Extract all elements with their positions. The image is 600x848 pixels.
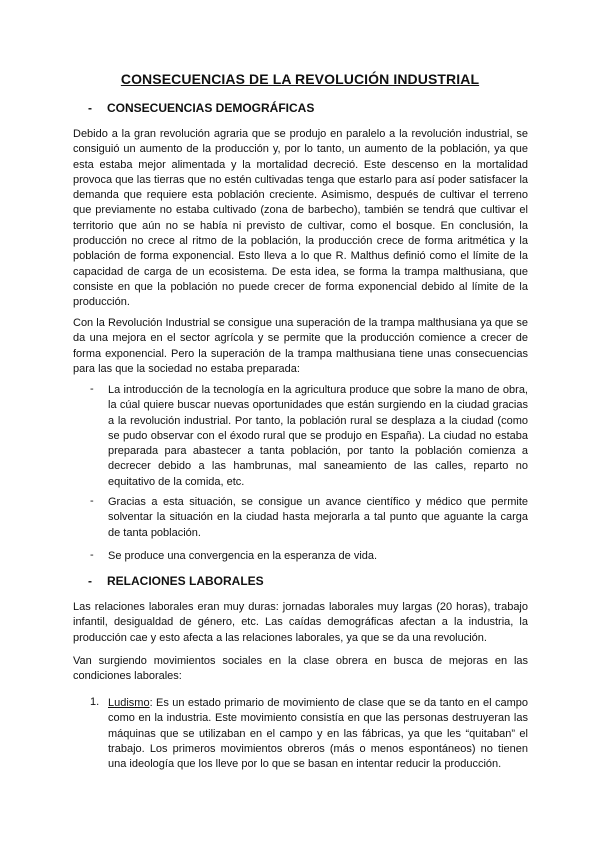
paragraph-demografia-1: Debido a la gran revolución agraria que se produjo en paralelo a la revolución industrial, se consiguió un aumento de la producción y, por lo tanto, un aumento de la población, ya que esta estaba mejor alimentada y la mortalidad decreció. Este descenso en la mortalidad provoca que las tierras que no estén cultivadas tenga que estarlo para así poder satisfacer la demanda que requiere esta población creciente. Asimismo, después de cultivar el terreno que previamente no estaba cultivado (zona de barbecho), también se tendrá que cultivar el territorio que aún no se había ni previsto de cultivar, como el bosque. En conclusión, la producción no crece al ritmo de la población, la producción crece de forma aritmética y la población de forma exponencial. Esto lleva a lo que R. Malthus definió como el límite de la capacidad de carga de un ecosistema. De esta idea, se forma la trampa malthusiana, que consiste en que la población no puede crecer de forma exponencial debido al límite de la producción.	[73, 128, 528, 309]
paragraph-laborales-1: Las relaciones laborales eran muy duras: jornadas laborales muy largas (20 horas), trabajo infantil, desigualdad de género, etc. Las caídas demográficas afectan a la industria, la producción cae y esto afecta a las relaciones laborales, ya que se da una revolución.	[73, 601, 528, 644]
numbered-item-ludismo	[108, 696, 528, 772]
bullet-item-1: La introducción de la tecnología en la agricultura produce que sobre la mano de obra, la cúal quiere buscar nuevas oportunidades que están surgiendo en la ciudad gracias a la revolución industrial. Por tanto, la población rural se desplaza a la ciudad (como se pudo observar con el éxodo rural que se produjo en España). La ciudad no estaba preparada para abastecer a tanta población, por tanto la población comienza a decrecer debido a las hambrunas, mal saneamiento de las calles, reparto no equitativo de la comida, etc.	[108, 384, 528, 488]
item-text: : Es un estado primario de movimiento de clase que se da tanto en el campo como en la industria. Este movimiento consistía en que las personas destruyeran las máquinas que se utilizaban en el campo y en las fábricas, ya que les “quitaban” el trabajo. Los primeros movimientos obreros (más o menos espontáneos) no tienen una ideología que los lleve por lo que se basan en intentar reducir la producción.	[108, 697, 528, 771]
section-heading-text: RELACIONES LABORALES	[107, 574, 264, 588]
heading-dash: -	[88, 101, 92, 115]
bullet-item-2: Gracias a esta situación, se consigue un avance científico y médico que permite solventar la situación en la ciudad hasta mejorarla a tal punto que aguante la carga de tanta población.	[108, 496, 528, 539]
heading-dash: -	[88, 574, 92, 588]
bullet-dash: -	[90, 549, 94, 561]
paragraph-demografia-2: Con la Revolución Industrial se consigue una superación de la trampa malthusiana ya que se da una mejora en el sector agrícola y se permite que la producción comience a crecer de forma exponencial. Pero la superación de la trampa malthusiana tiene unas consecuencias para las que la sociedad no estaba preparada:	[73, 317, 528, 375]
section-heading-text: CONSECUENCIAS DEMOGRÁFICAS	[107, 101, 315, 115]
bullet-dash: -	[90, 495, 94, 507]
bullet-item-3: Se produce una convergencia en la esperanza de vida.	[108, 550, 378, 562]
bullet-dash: -	[90, 383, 94, 395]
term-ludismo: Ludismo	[108, 697, 150, 709]
page-title: CONSECUENCIAS DE LA REVOLUCIÓN INDUSTRIAL	[120, 71, 480, 87]
list-number: 1.	[90, 696, 100, 708]
paragraph-laborales-2: Van surgiendo movimientos sociales en la clase obrera en busca de mejoras en las condiciones laborales:	[73, 655, 528, 683]
